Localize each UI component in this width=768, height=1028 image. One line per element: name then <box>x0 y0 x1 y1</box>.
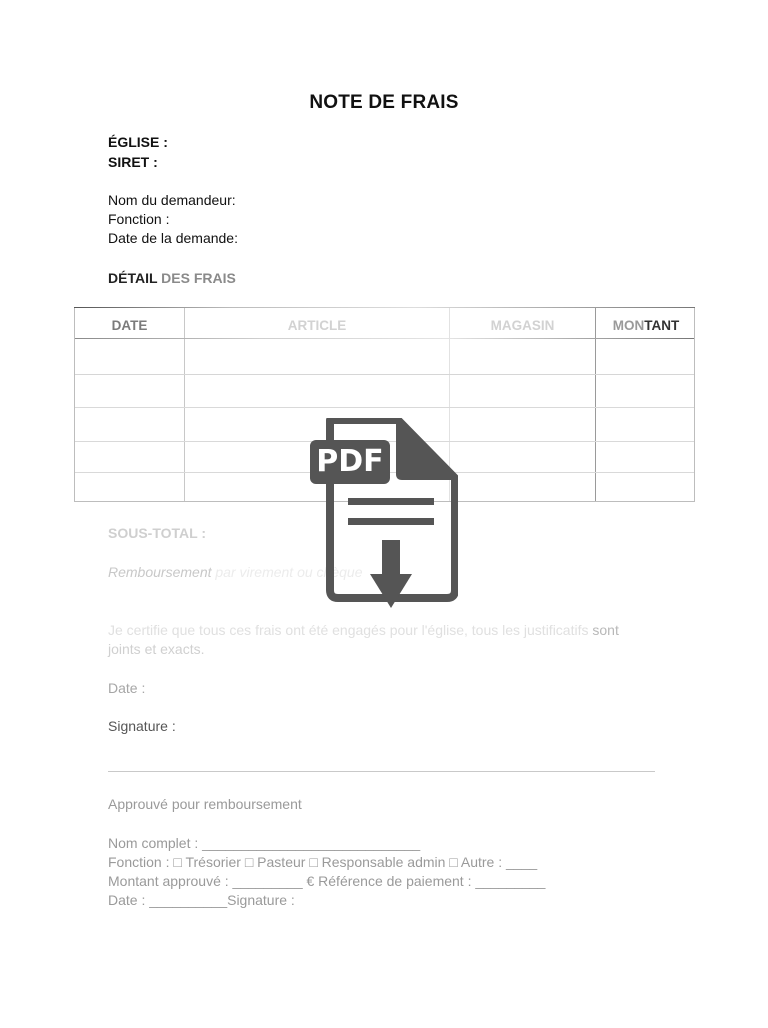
certify-line-2: joints et exacts. <box>108 641 205 657</box>
pdf-badge-label: PDF <box>316 444 384 479</box>
nom-complet-line: Nom complet : ____________________________ <box>108 835 421 851</box>
fonction-label: Fonction : <box>108 211 170 227</box>
pdf-download-icon[interactable] <box>308 418 458 608</box>
table-header-article: ARTICLE <box>287 318 347 333</box>
document-title: NOTE DE FRAIS <box>309 92 459 113</box>
approved-heading: Approuvé pour remboursement <box>108 796 302 812</box>
montant-part-a: MON <box>612 318 645 333</box>
signature-divider <box>108 771 655 772</box>
montant-approuve-line: Montant approuvé : _________ € Référence de paiement : _________ <box>108 873 546 889</box>
certify-part-b: sont <box>592 622 619 638</box>
demandeur-label: Nom du demandeur: <box>108 192 236 208</box>
date-signature-line: Date : __________Signature : <box>108 892 295 908</box>
eglise-label: ÉGLISE : <box>108 134 168 150</box>
signature-label: Signature : <box>108 718 176 734</box>
fonction-choices-line: Fonction : □ Trésorier □ Pasteur □ Responsable admin □ Autre : ____ <box>108 854 538 870</box>
sous-total-label: SOUS-TOTAL : <box>108 525 206 541</box>
siret-label: SIRET : <box>108 154 158 170</box>
date-demande-label: Date de la demande: <box>108 230 238 246</box>
remboursement-part-a: Remboursement <box>108 564 212 580</box>
detail-title-part-b: DES FRAIS <box>157 270 236 286</box>
detail-section-title <box>108 270 236 286</box>
table-header-montant <box>596 318 696 333</box>
detail-title-part-a: DÉTAIL <box>108 270 158 286</box>
date-label: Date : <box>108 680 146 696</box>
certify-line-1 <box>108 622 619 638</box>
remboursement-part-b: par virement ou chèque <box>211 564 363 580</box>
certify-part-a: Je certifie que tous ces frais ont été engagés pour l'église, tous les justificatifs <box>108 622 593 638</box>
table-header-magasin: MAGASIN <box>490 318 555 333</box>
table-header-date: DATE <box>111 318 148 333</box>
montant-part-b: TANT <box>644 318 680 333</box>
